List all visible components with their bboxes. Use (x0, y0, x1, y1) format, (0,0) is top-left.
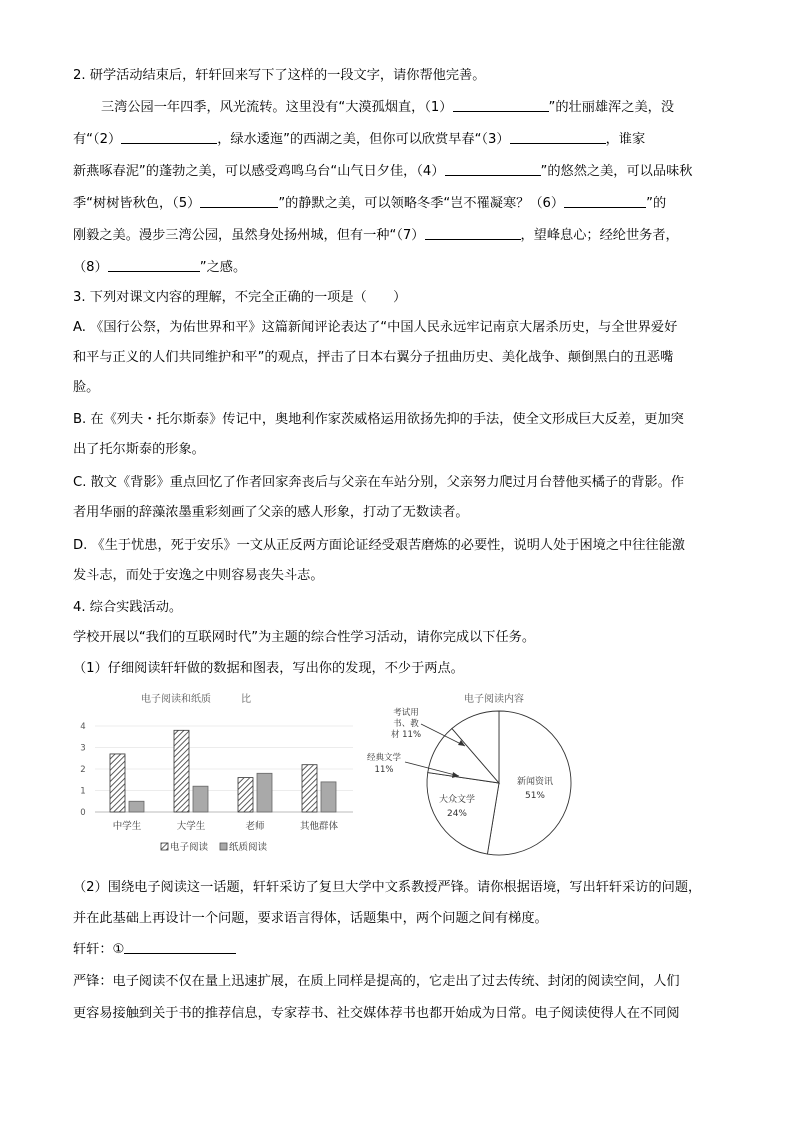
text: 刚毅之美。漫步三湾公园，虽然身处扬州城，但有一种“（7） (73, 228, 425, 243)
bar-legend (161, 841, 268, 853)
text: ”的 (646, 196, 667, 211)
pie-outside-label-classic-2: 11% (374, 765, 394, 775)
bar-paper (129, 801, 144, 812)
pie-chart (367, 692, 571, 855)
bar-paper (257, 773, 272, 812)
answer-blank-2[interactable] (121, 130, 217, 144)
text: ，绿水逶迤”的西湖之美，但你可以欣赏早春“（3） (217, 132, 510, 147)
y-tick-label: 4 (80, 722, 86, 732)
charts-svg (73, 688, 573, 858)
text: ”之感。 (199, 260, 247, 275)
answer-blank-7[interactable] (425, 226, 521, 240)
q2-line-2 (73, 130, 645, 150)
q3-option-c-line-2[interactable]: 者用华丽的辞藻浓墨重彩刻画了父亲的感人形象，打动了无数读者。 (73, 505, 469, 520)
q3-option-a-line-3[interactable]: 脸。 (73, 380, 100, 395)
answer-blank-5[interactable] (200, 194, 278, 208)
x-tick-label: 中学生 (112, 821, 142, 832)
q2-line-5 (73, 226, 679, 246)
legend-label-paper: 纸质阅读 (229, 842, 268, 853)
text: ”的静默之美，可以领略冬季“岂不罹凝寒？（6） (278, 196, 565, 211)
legend-swatch-electronic (161, 843, 168, 850)
pie-outside-label-exam-1: 考试用 (393, 708, 419, 718)
text: 季“树树皆秋色，（5） (73, 196, 201, 211)
text: 轩轩：① (73, 942, 125, 957)
legend-label-electronic: 电子阅读 (170, 842, 209, 853)
q2-line-3 (73, 162, 692, 182)
bar-paper (321, 782, 336, 812)
q3-option-d-line-2[interactable]: 发斗志，而处于安逸之中则容易丧失斗志。 (73, 568, 324, 583)
q3-option-c-line-1[interactable]: C. 散文《背影》重点回忆了作者回家奔丧后与父亲在车站分别，父亲努力爬过月台替他买橘子的背影。作 (73, 475, 685, 490)
bar-paper (193, 786, 208, 812)
q4-task-2-line-2: 并在此基础上再设计一个问题，要求语言得体，话题集中，两个问题之间有梯度。 (73, 911, 548, 926)
q4-task-1: （1）仔细阅读轩轩做的数据和图表，写出你的发现，不少于两点。 (73, 661, 464, 676)
answer-blank-8[interactable] (108, 258, 200, 272)
q2-line-6 (73, 258, 246, 278)
pie-value-news: 51% (524, 791, 546, 801)
q4-intro: 学校开展以“我们的互联网时代”为主题的综合性学习活动，请你完成以下任务。 (73, 630, 536, 645)
q3-option-a-line-1[interactable]: A. 《国行公祭，为佑世界和平》这篇新闻评论表达了“中国人民永远牢记南京大屠杀历史，与全世界爱好 (73, 320, 678, 335)
answer-blank-3[interactable] (510, 130, 606, 144)
bar-electronic (238, 778, 253, 812)
q2-title: 2. 研学活动结束后，轩轩回来写下了这样的一段文字，请你帮他完善。 (73, 68, 486, 83)
q3-option-b-line-2[interactable]: 出了托尔斯泰的形象。 (73, 442, 205, 457)
q3-option-b-line-1[interactable]: B. 在《列夫・托尔斯泰》传记中，奥地利作家茨威格运用欲扬先抑的手法，使全文形成巨大反差，更加突 (73, 412, 684, 427)
text: 三湾公园一年四季，风光流转。这里没有“大漠孤烟直，（1） (101, 100, 453, 115)
answer-blank-1[interactable] (453, 98, 549, 112)
pie-label-popular: 大众文学 (438, 795, 476, 805)
pie-outside-label-exam-3: 材 11% (390, 730, 422, 740)
y-tick-label: 0 (80, 808, 86, 818)
bar-electronic (110, 754, 125, 812)
xuanxuan-question (73, 940, 236, 960)
text: （8） (73, 260, 108, 275)
legend-swatch-paper (220, 843, 227, 850)
x-tick-label: 老师 (245, 821, 265, 832)
q3-option-a-line-2[interactable]: 和平与正义的人们共同维护和平”的观点，抨击了日本右翼分子扭曲历史、美化战争、颠倒黑白的丑恶嘴 (73, 350, 674, 365)
q2-line-4 (73, 194, 666, 214)
pie-outside-label-classic-1: 经典文学 (366, 753, 402, 763)
pie-outside-label-exam-2: 书、教 (393, 719, 419, 729)
text: 有“（2） (73, 132, 122, 147)
y-tick-label: 1 (80, 786, 86, 797)
pie-chart-title: 电子阅读内容 (464, 694, 524, 705)
text: 新燕啄春泥”的蓬勃之美，可以感受鸡鸣乌台“山气日夕佳，（4） (73, 164, 445, 179)
x-tick-label: 其他群体 (299, 821, 339, 832)
text: ，望峰息心；经纶世务者， (520, 228, 679, 243)
q2-line-1 (101, 98, 674, 118)
pie-value-popular: 24% (446, 809, 468, 819)
text: ”的悠然之美，可以品味秋 (540, 164, 693, 179)
answer-blank-question-1[interactable] (124, 940, 236, 954)
bar-electronic (174, 730, 189, 812)
answer-blank-4[interactable] (445, 162, 541, 176)
bar-chart-title: 电子阅读和纸质 比 (141, 694, 251, 705)
q3-title: 3. 下列对课文内容的理解，不完全正确的一项是（ ） (73, 290, 407, 305)
y-tick-label: 3 (80, 743, 86, 754)
y-tick-label: 2 (80, 765, 86, 775)
yanfeng-answer-line-1: 严锋：电子阅读不仅在量上迅速扩展，在质上同样是提高的，它走出了过去传统、封闭的阅读空间，人们 (73, 974, 680, 989)
text: ，谁家 (605, 132, 646, 147)
text: ”的壮丽雄浑之美，没 (548, 100, 675, 115)
q4-task-2-line-1: （2）围绕电子阅读这一话题，轩轩采访了复旦大学中文系教授严锋。请你根据语境，写出轩轩采访的问题， (73, 880, 702, 895)
yanfeng-answer-line-2: 更容易接触到关于书的推荐信息，专家荐书、社交媒体荐书也都开始成为日常。电子阅读使得人在不同阅 (73, 1006, 680, 1021)
pie-label-news: 新闻资讯 (516, 777, 554, 787)
bar-chart (80, 692, 353, 853)
bar-electronic (302, 765, 317, 812)
figures (73, 688, 573, 858)
x-tick-label: 大学生 (176, 821, 206, 832)
q4-title: 4. 综合实践活动。 (73, 600, 183, 615)
answer-blank-6[interactable] (564, 194, 646, 208)
q3-option-d-line-1[interactable]: D. 《生于忧患，死于安乐》一文从正反两方面论证经受艰苦磨炼的必要性，说明人处于困境之中往往能激 (73, 538, 685, 553)
